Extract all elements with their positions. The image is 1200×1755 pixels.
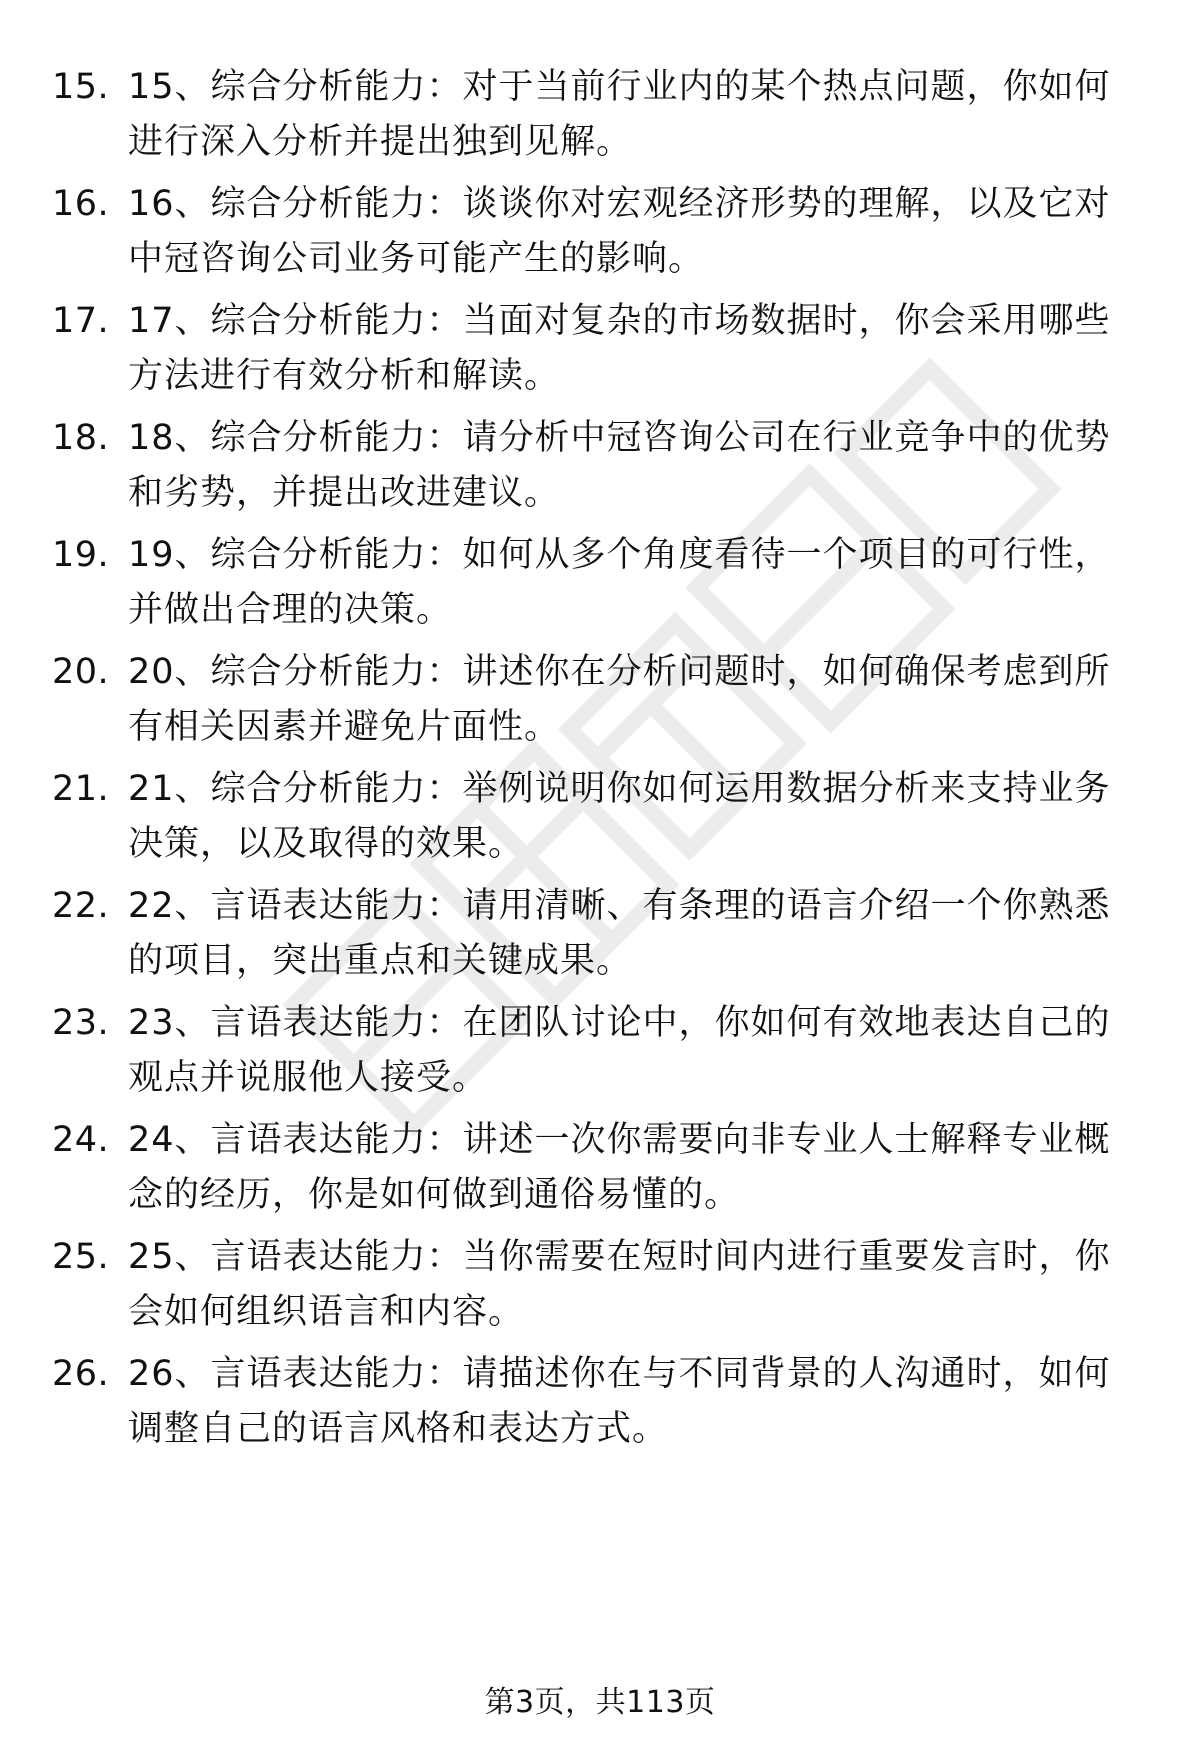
question-item [0,528,1200,658]
question-text: 22、言语表达能力：请用清晰、有条理的语言介绍一个你熟悉的项目，突出重点和关键成果。 [128,886,1111,981]
question-number: 18. [52,418,110,458]
question-text: 17、综合分析能力：当面对复杂的市场数据时，你会采用哪些方法进行有效分析和解读。 [128,301,1111,396]
question-item [0,645,1200,775]
question-number: 26. [52,1354,110,1394]
question-item [0,177,1200,307]
question-item [0,411,1200,541]
question-item [0,996,1200,1126]
question-number: 24. [52,1120,110,1160]
question-item [0,879,1200,1009]
question-number: 17. [52,301,110,341]
question-text: 16、综合分析能力：谈谈你对宏观经济形势的理解，以及它对中冠咨询公司业务可能产生的影响。 [128,184,1111,279]
question-number: 23. [52,1003,110,1043]
question-text: 18、综合分析能力：请分析中冠咨询公司在行业竞争中的优势和劣势，并提出改进建议。 [128,418,1111,513]
question-text: 21、综合分析能力：举例说明你如何运用数据分析来支持业务决策，以及取得的效果。 [128,769,1111,864]
question-text: 19、综合分析能力：如何从多个角度看待一个项目的可行性，并做出合理的决策。 [128,535,1111,630]
question-text: 23、言语表达能力：在团队讨论中，你如何有效地表达自己的观点并说服他人接受。 [128,1003,1111,1098]
question-text: 20、综合分析能力：讲述你在分析问题时，如何确保考虑到所有相关因素并避免片面性。 [128,652,1111,747]
question-number: 20. [52,652,110,692]
question-item [0,1347,1200,1477]
question-item [0,1230,1200,1360]
question-item [0,762,1200,892]
question-text: 15、综合分析能力：对于当前行业内的某个热点问题，你如何进行深入分析并提出独到见解。 [128,67,1111,162]
question-number: 15. [52,67,110,107]
question-text: 26、言语表达能力：请描述你在与不同背景的人沟通时，如何调整自己的语言风格和表达方式。 [128,1354,1111,1449]
question-text: 25、言语表达能力：当你需要在短时间内进行重要发言时，你会如何组织语言和内容。 [128,1237,1111,1332]
question-item [0,294,1200,424]
page-number-footer: 第3页，共113页 [484,1685,716,1720]
question-item [0,60,1200,190]
question-number: 21. [52,769,110,809]
question-item [0,1113,1200,1243]
question-number: 22. [52,886,110,926]
question-text: 24、言语表达能力：讲述一次你需要向非专业人士解释专业概念的经历，你是如何做到通俗易懂的。 [128,1120,1111,1215]
question-number: 19. [52,535,110,575]
question-number: 25. [52,1237,110,1277]
question-number: 16. [52,184,110,224]
